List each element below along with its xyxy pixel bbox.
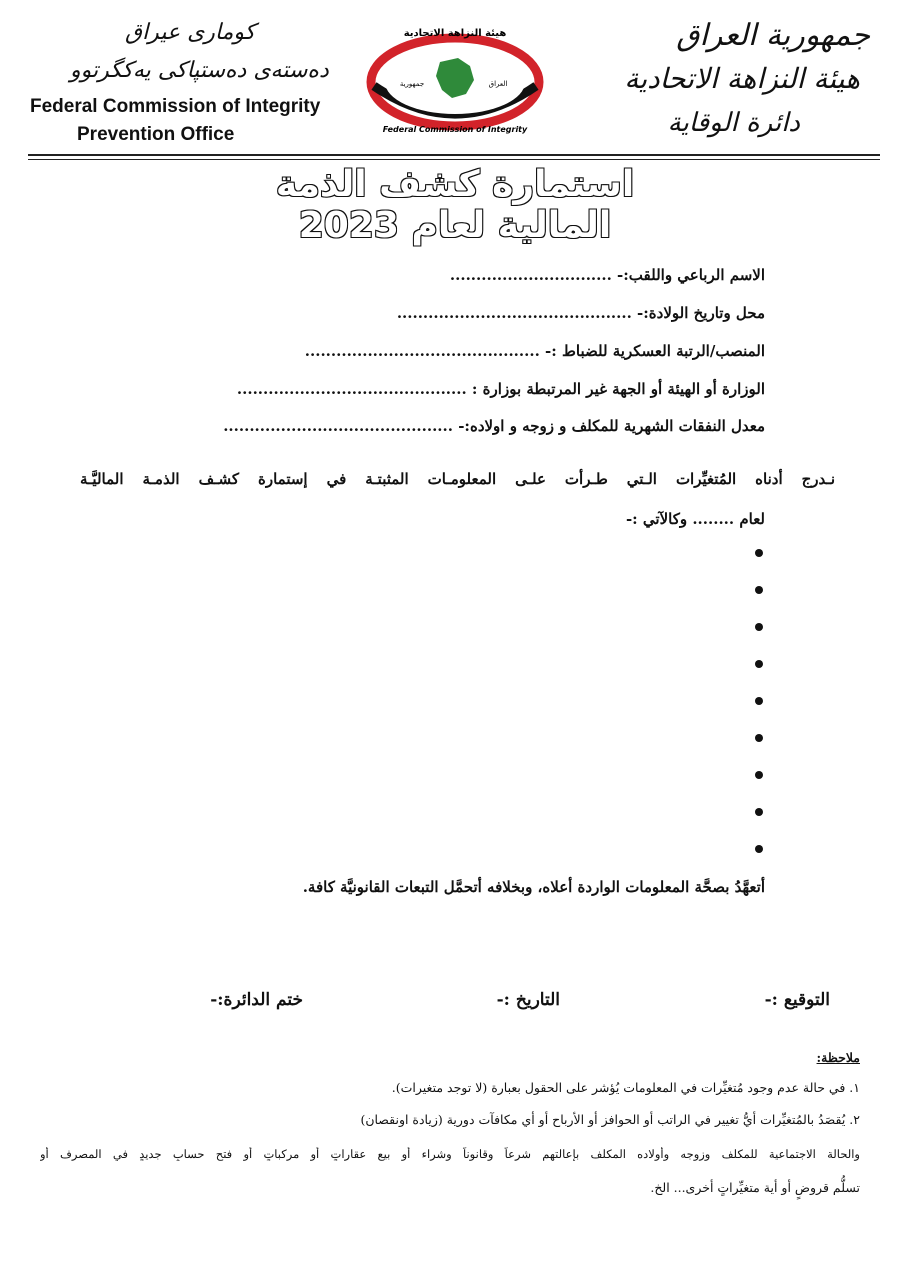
- field-ministry[interactable]: الوزارة أو الهيئة أو الجهة غير المرتبطة بوزارة : ............................................: [236, 380, 765, 398]
- note-line-1: ١. في حالة عدم وجود مُتغيِّرات في المعلومات يُؤشر على الحقول بعبارة (لا توجد متغيرات).: [391, 1080, 860, 1095]
- note-line-3: والحالة الاجتماعية للمكلف وزوجه وأولاده المكلف بإعالتهم شرعاً وقانوناً وشراء أو بيع عقاراتٍ أو مركباتٍ أو فتح حسابٍ جديدٍ في المصرف أو: [40, 1147, 860, 1161]
- form-title: استمارة كشف الذمة المالية لعام 2023: [275, 164, 635, 246]
- bullet-item[interactable]: [755, 771, 763, 779]
- note-line-4: تسلُّم قروضٍ أو أية متغيِّراتٍ أخرى... الخ.: [650, 1180, 860, 1195]
- changes-paragraph-line1: نـدرج أدناه المُتغيِّرات الـتي طـرأت علـى المعلومـات المثبتـة في إستمارة كشـف الذمـة الماليَّـة: [80, 470, 835, 488]
- header-rule-thin: [28, 159, 880, 160]
- bullet-item[interactable]: [755, 549, 763, 557]
- stamp-label[interactable]: ختم الدائرة:-: [210, 990, 303, 1010]
- signature-label[interactable]: التوقيع :-: [764, 990, 830, 1010]
- changes-paragraph-line2[interactable]: لعام ........ وكالآتي :-: [625, 510, 765, 528]
- arabic-title-line1: جمهورية العراق: [676, 18, 870, 53]
- bullet-item[interactable]: [755, 845, 763, 853]
- field-full-name[interactable]: الاسم الرباعي واللقب:- ...............................: [449, 266, 765, 284]
- logo-left-text: جمهورية: [399, 80, 425, 88]
- logo-bottom-text: Federal Commission of Integrity: [382, 125, 528, 134]
- field-monthly-expenses[interactable]: معدل النفقات الشهرية للمكلف و زوجه و اولاده:- ............................................: [223, 417, 765, 435]
- arabic-title-line3: دائرة الوقاية: [667, 108, 800, 138]
- bullet-item[interactable]: [755, 586, 763, 594]
- kurdish-title-line1: کوماری عیراق: [125, 20, 256, 45]
- field-birth-place-date[interactable]: محل وتاريخ الولادة:- .............................................: [396, 304, 765, 322]
- english-title-line1: Federal Commission of Integrity: [30, 96, 321, 117]
- bullet-item[interactable]: [755, 808, 763, 816]
- kurdish-title-line2: دەستەی دەستپاکی یەکگرتوو: [70, 58, 329, 83]
- bullet-item[interactable]: [755, 697, 763, 705]
- logo-top-text: هيئة النزاهة الاتحادية: [403, 28, 507, 39]
- field-position-rank[interactable]: المنصب/الرتبة العسكرية للضباط :- .............................................: [304, 342, 765, 360]
- english-title-line2: Prevention Office: [77, 124, 235, 145]
- header-rule-thick: [28, 154, 880, 156]
- bullet-item[interactable]: [755, 734, 763, 742]
- bullet-item[interactable]: [755, 660, 763, 668]
- notes-heading: ملاحظة:: [816, 1050, 860, 1065]
- logo-right-text: العراق: [488, 80, 508, 88]
- declaration-text: أتعهَّدُ بصحَّة المعلومات الواردة أعلاه، وبخلافه أتحمَّل التبعات القانونيَّة كافة.: [302, 878, 765, 896]
- bullet-item[interactable]: [755, 623, 763, 631]
- date-label[interactable]: التاريخ :-: [496, 990, 560, 1010]
- note-line-2: ٢. يُقصَدُ بالمُتغيِّرات أيُّ تغيير في الراتب أو الحوافز أو الأرباح أو أي مكافآت دورية (زيادة اونقصان): [360, 1112, 860, 1127]
- commission-logo: [362, 20, 548, 138]
- arabic-title-line2: هيئة النزاهة الاتحادية: [624, 62, 860, 95]
